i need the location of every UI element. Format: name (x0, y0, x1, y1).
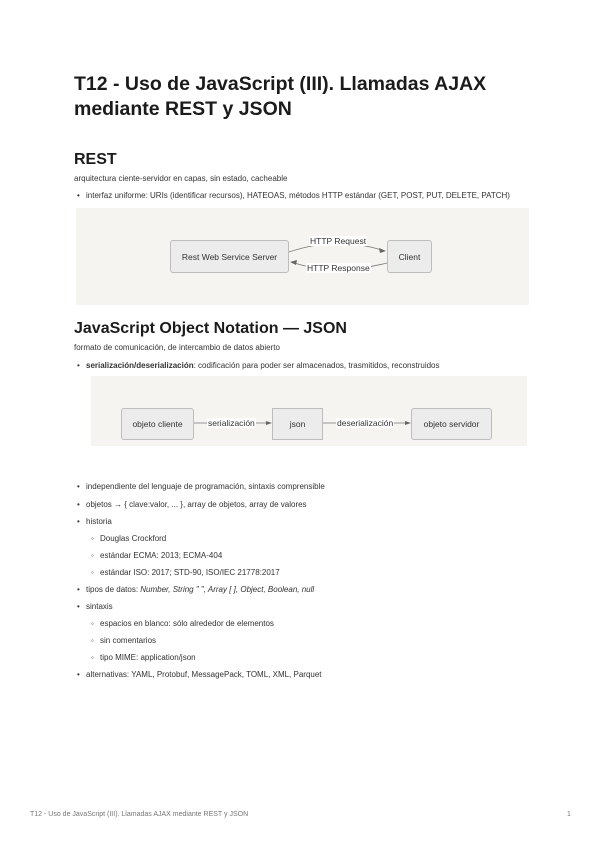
sub-list-item: ◦ estándar ECMA: 2013; ECMA-404 (100, 551, 222, 560)
list-item: • independiente del lenguaje de programación, sintaxis comprensible (86, 482, 325, 491)
json-intro: formato de comunicación, de intercambio de datos abierto (74, 343, 280, 352)
list-item: • sintaxis (86, 602, 113, 611)
serialization-label: serialización (208, 418, 255, 428)
client-node: Client (387, 240, 432, 273)
list-item: • objetos → { clave:valor, ... }, array de objetos, array de valores (86, 500, 307, 509)
client-object-node: objeto cliente (121, 408, 194, 440)
sub-list-item: ◦ sin comentarios (100, 636, 156, 645)
ser-rest: : codificación para poder ser almacenados, trasmitidos, reconstruidos (193, 361, 440, 370)
ser-bold: serialización/deserialización (86, 361, 194, 370)
title-line-2: mediante REST y JSON (74, 98, 292, 120)
deserialization-label: deserialización (337, 418, 394, 428)
footer-text: T12 - Uso de JavaScript (III). Llamadas AJAX mediante REST y JSON (30, 811, 249, 818)
request-label: HTTP Request (310, 236, 367, 246)
title-line-1: T12 - Uso de JavaScript (III). Llamadas AJAX (74, 73, 487, 95)
rest-intro: arquitectura ciente-servidor en capas, sin estado, cacheable (74, 174, 288, 183)
serialization-bullet (86, 361, 440, 370)
rest-heading: REST (74, 151, 117, 168)
server-object-node: objeto servidor (411, 408, 492, 440)
sub-list-item: ◦ Douglas Crockford (100, 534, 166, 543)
json-node: json (272, 408, 323, 440)
server-node: Rest Web Service Server (170, 240, 289, 273)
rest-diagram (76, 208, 529, 305)
sub-list-item: ◦ estándar ISO: 2017; STD-90, ISO/IEC 21778:2017 (100, 568, 280, 577)
types-prefix: tipos de datos: (86, 585, 141, 594)
rest-bullet: • interfaz uniforme: URIs (identificar recursos), HATEOAS, métodos HTTP estándar (GET, POST, PUT, DELETE, PATCH) (86, 191, 510, 200)
list-item (86, 585, 314, 594)
json-heading: JavaScript Object Notation — JSON (74, 320, 347, 337)
sub-list-item: ◦ tipo MIME: application/json (100, 653, 196, 662)
rest-arrows (76, 208, 529, 305)
types-list: Number, String " ", Array [ ], Object, Boolean, null (140, 585, 315, 594)
page-number: 1 (567, 811, 571, 818)
page-title (74, 72, 486, 122)
sub-list-item: ◦ espacios en blanco: sólo alrededor de elementos (100, 619, 274, 628)
response-label: HTTP Response (307, 263, 370, 273)
json-diagram (91, 376, 527, 446)
list-item: • historia (86, 517, 112, 526)
list-item: • alternativas: YAML, Protobuf, MessagePack, TOML, XML, Parquet (86, 670, 322, 679)
